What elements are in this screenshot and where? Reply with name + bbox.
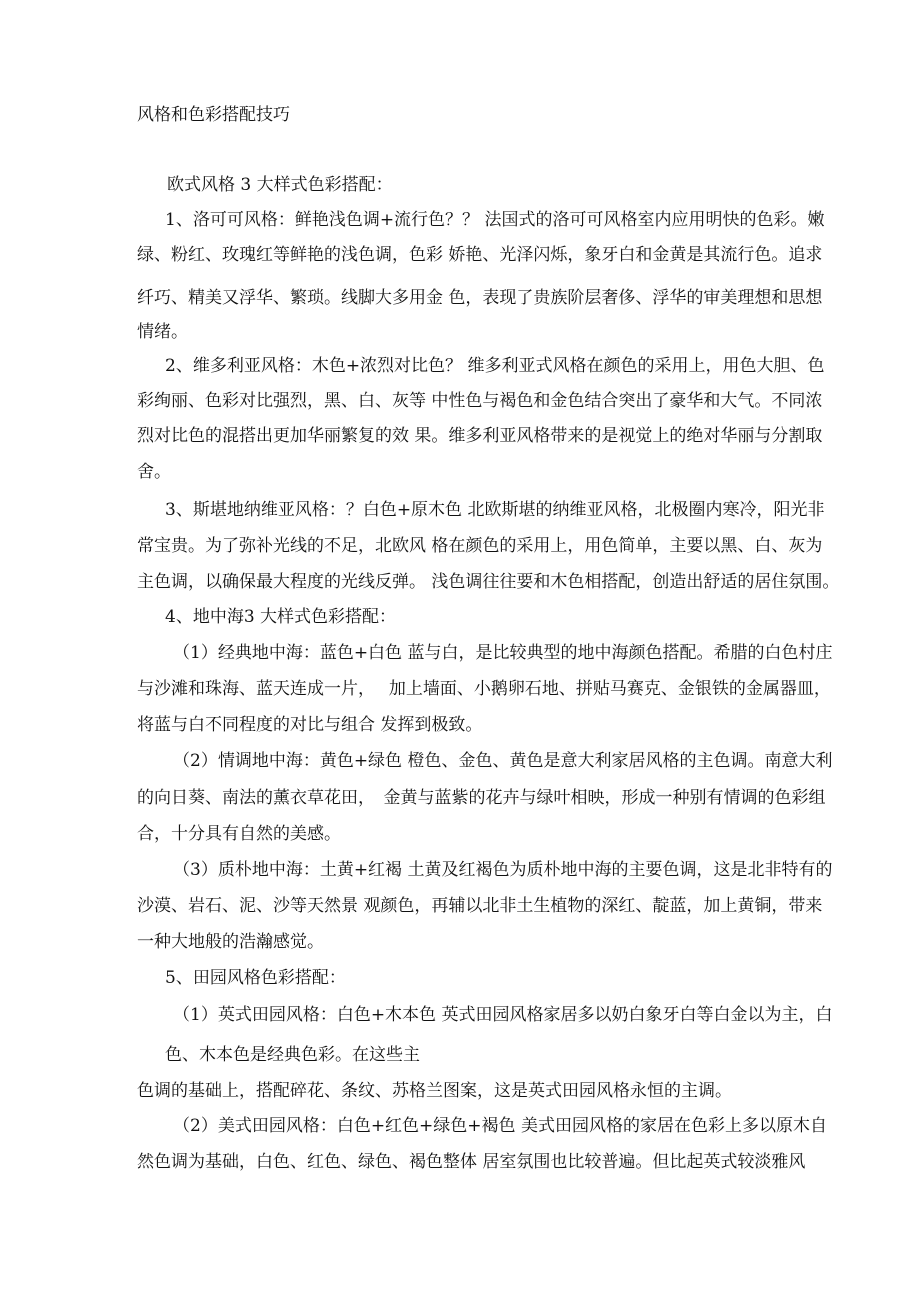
paragraph-line: 的向日葵、南法的薰衣草花田， 金黄与蓝紫的花卉与绿叶相映，形成一种别有情调的色彩组 <box>137 788 826 808</box>
paragraph-line: 2、维多利亚风格：木色+浓烈对比色？ 维多利亚式风格在颜色的采用上，用色大胆、色 <box>165 356 825 376</box>
paragraph-line: 绿、粉红、玫瑰红等鲜艳的浅色调，色彩 娇艳、光泽闪烁，象牙白和金黄是其流行色。追求 <box>137 245 823 265</box>
section-heading: 4、地中海3 大样式色彩搭配： <box>165 607 397 627</box>
paragraph-line: 合，十分具有自然的美感。 <box>137 824 341 844</box>
paragraph-line: 情绪。 <box>137 322 188 342</box>
paragraph-line: （2）美式田园风格：白色+红色+绿色+褐色 美式田园风格的家居在色彩上多以原木自 <box>173 1116 827 1136</box>
section-heading: 欧式风格 3 大样式色彩搭配： <box>167 175 393 195</box>
paragraph-line: 将蓝与白不同程度的对比与组合 发挥到极致。 <box>137 715 483 735</box>
paragraph-line: 色、木本色是经典色彩。在这些主 <box>165 1045 420 1065</box>
section-heading: 5、田园风格色彩搭配： <box>165 968 346 988</box>
paragraph-line: 主色调，以确保最大程度的光线反弹。 浅色调往往要和木色相搭配，创造出舒适的居住氛围。 <box>137 572 840 592</box>
document-title: 风格和色彩搭配技巧 <box>137 105 290 125</box>
paragraph-line: 纤巧、精美又浮华、繁琐。线脚大多用金 色，表现了贵族阶层奢侈、浮华的审美理想和思想 <box>137 288 823 308</box>
paragraph-line: 色调的基础上，搭配碎花、条纹、苏格兰图案，这是英式田园风格永恒的主调。 <box>137 1081 732 1101</box>
paragraph-line: 1、洛可可风格：鲜艳浅色调+流行色？？ 法国式的洛可可风格室内应用明快的色彩。嫩 <box>165 210 825 230</box>
paragraph-line: 3、斯堪地纳维亚风格：？白色+原木色 北欧斯堪的纳维亚风格，北极圈内寒冷，阳光非 <box>165 500 825 520</box>
paragraph-line: 然色调为基础，白色、红色、绿色、褐色整体 居室氛围也比较普遍。但比起英式较淡雅风 <box>137 1152 806 1172</box>
paragraph-line: （2）情调地中海：黄色+绿色 橙色、金色、黄色是意大利家居风格的主色调。南意大利 <box>173 751 833 771</box>
paragraph-line: 与沙滩和珠海、蓝天连成一片， 加上墙面、小鹅卵石地、拼贴马赛克、金银铁的金属器皿， <box>137 679 831 699</box>
paragraph-line: 烈对比色的混搭出更加华丽繁复的效 果。维多利亚风格带来的是视觉上的绝对华丽与分割取 <box>137 426 823 446</box>
paragraph-line: 常宝贵。为了弥补光线的不足，北欧风 格在颜色的采用上，用色简单，主要以黑、白、灰为 <box>137 536 823 556</box>
paragraph-line: （1）英式田园风格：白色+木本色 英式田园风格家居多以奶白象牙白等白金以为主，白 <box>173 1005 833 1025</box>
paragraph-line: 一种大地般的浩瀚感觉。 <box>137 932 324 952</box>
paragraph-line: （1）经典地中海：蓝色+白色 蓝与白，是比较典型的地中海颜色搭配。希腊的白色村庄 <box>173 643 833 663</box>
paragraph-line: 沙漠、岩石、泥、沙等天然景 观颜色，再辅以北非土生植物的深红、靛蓝，加上黄铜，带来 <box>137 896 823 916</box>
paragraph-line: 彩绚丽、色彩对比强烈，黑、白、灰等 中性色与褐色和金色结合突出了豪华和大气。不同浓 <box>137 391 823 411</box>
paragraph-line: （3）质朴地中海：土黄+红褐 土黄及红褐色为质朴地中海的主要色调，这是北非特有的 <box>173 860 833 880</box>
paragraph-line: 舍。 <box>137 462 171 482</box>
